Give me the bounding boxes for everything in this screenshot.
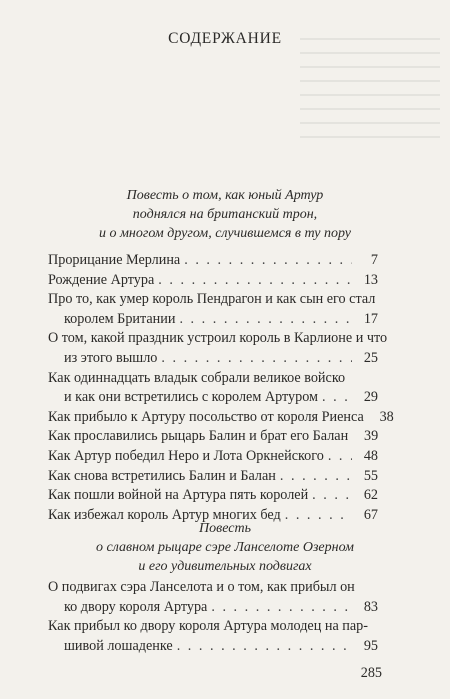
toc-entry[interactable] bbox=[48, 447, 378, 467]
entry-title-continued: ко двору короля Артура bbox=[64, 598, 208, 615]
toc-entry[interactable] bbox=[48, 578, 378, 617]
dot-leader bbox=[328, 447, 352, 467]
dot-leader bbox=[184, 251, 352, 271]
section-heading-line: Повесть о том, как юный Артур bbox=[126, 188, 324, 203]
entry-title: Как пошли войной на Артура пять королей bbox=[48, 487, 309, 504]
entry-title: О том, какой праздник устроил король в Карлионе и что bbox=[48, 330, 388, 347]
entry-title: Про то, как умер король Пендрагон и как сын его стал bbox=[48, 291, 376, 308]
entry-title: Как избежал король Артур многих бед bbox=[48, 506, 281, 523]
page-number: 285 bbox=[360, 665, 382, 681]
entry-page: 7 bbox=[370, 252, 378, 268]
toc-entry[interactable] bbox=[48, 251, 378, 271]
entry-page: 25 bbox=[363, 349, 378, 366]
dot-leader bbox=[322, 388, 352, 408]
entry-title: Как снова встретились Балин и Балан bbox=[48, 467, 276, 484]
toc-entry[interactable] bbox=[48, 408, 394, 428]
entry-title: Рождение Артура bbox=[48, 271, 155, 288]
toc-entry[interactable] bbox=[48, 486, 378, 506]
entry-title: Как Артур победил Неро и Лота Оркнейского bbox=[48, 447, 324, 464]
toc-entry[interactable] bbox=[48, 329, 388, 368]
section-entries-1 bbox=[48, 251, 394, 525]
entry-page: 95 bbox=[363, 637, 378, 654]
entry-page: 62 bbox=[363, 487, 378, 504]
toc-entry[interactable] bbox=[48, 271, 378, 291]
section-heading-2 bbox=[0, 519, 450, 576]
toc-entry[interactable] bbox=[48, 617, 378, 656]
section-heading-line: и о многом другом, случившемся в ту пору bbox=[99, 226, 351, 241]
section-heading-line: и его удивительных подвигах bbox=[138, 559, 312, 574]
entry-page: 38 bbox=[379, 408, 394, 425]
entry-page: 48 bbox=[363, 447, 378, 464]
toc-entry[interactable] bbox=[48, 290, 378, 329]
entry-page: 39 bbox=[364, 428, 379, 445]
entry-title-continued: шивой лошаденке bbox=[64, 637, 173, 654]
dot-leader bbox=[158, 271, 352, 291]
entry-title: Прорицание Мерлина bbox=[48, 252, 181, 268]
section-heading-line: Повесть bbox=[199, 521, 251, 536]
entry-page: 29 bbox=[363, 389, 378, 406]
section-heading-1 bbox=[0, 186, 450, 243]
entry-page: 17 bbox=[363, 310, 378, 327]
dot-leader bbox=[161, 349, 352, 369]
entry-title-continued: из этого вышло bbox=[64, 349, 158, 366]
entry-title-continued: и как они встретились с королем Артуром bbox=[64, 389, 319, 406]
entry-page: 83 bbox=[363, 598, 378, 615]
entry-title-continued: королем Британии bbox=[64, 310, 176, 327]
dot-leader bbox=[177, 637, 352, 657]
entry-page: 55 bbox=[363, 467, 378, 484]
page-title: СОДЕРЖАНИЕ bbox=[168, 30, 282, 47]
toc-entry[interactable] bbox=[48, 467, 378, 487]
entry-page: 67 bbox=[363, 506, 378, 523]
toc-entry[interactable] bbox=[48, 369, 378, 408]
dot-leader bbox=[312, 486, 352, 506]
section-heading-line: поднялся на британский трон, bbox=[132, 207, 318, 222]
entry-title: Как прославились рыцарь Балин и брат его Балан bbox=[48, 428, 349, 445]
show-through-text bbox=[300, 38, 440, 148]
section-heading-line: о славном рыцаре сэре Ланселоте Озерном bbox=[96, 540, 354, 555]
entry-title: Как одиннадцать владык собрали великое войско bbox=[48, 369, 346, 386]
entry-page: 13 bbox=[363, 271, 378, 288]
dot-leader bbox=[211, 598, 352, 618]
toc-entry[interactable] bbox=[48, 427, 378, 447]
entry-title: Как прибыло к Артуру посольство от короля Риенса bbox=[48, 408, 364, 425]
dot-leader bbox=[179, 310, 352, 330]
section-entries-2 bbox=[48, 578, 378, 656]
entry-title: Как прибыл ко двору короля Артура молодец на пар- bbox=[48, 618, 369, 635]
dot-leader bbox=[280, 467, 352, 487]
entry-title: О подвигах сэра Ланселота и о том, как прибыл он bbox=[48, 579, 355, 595]
